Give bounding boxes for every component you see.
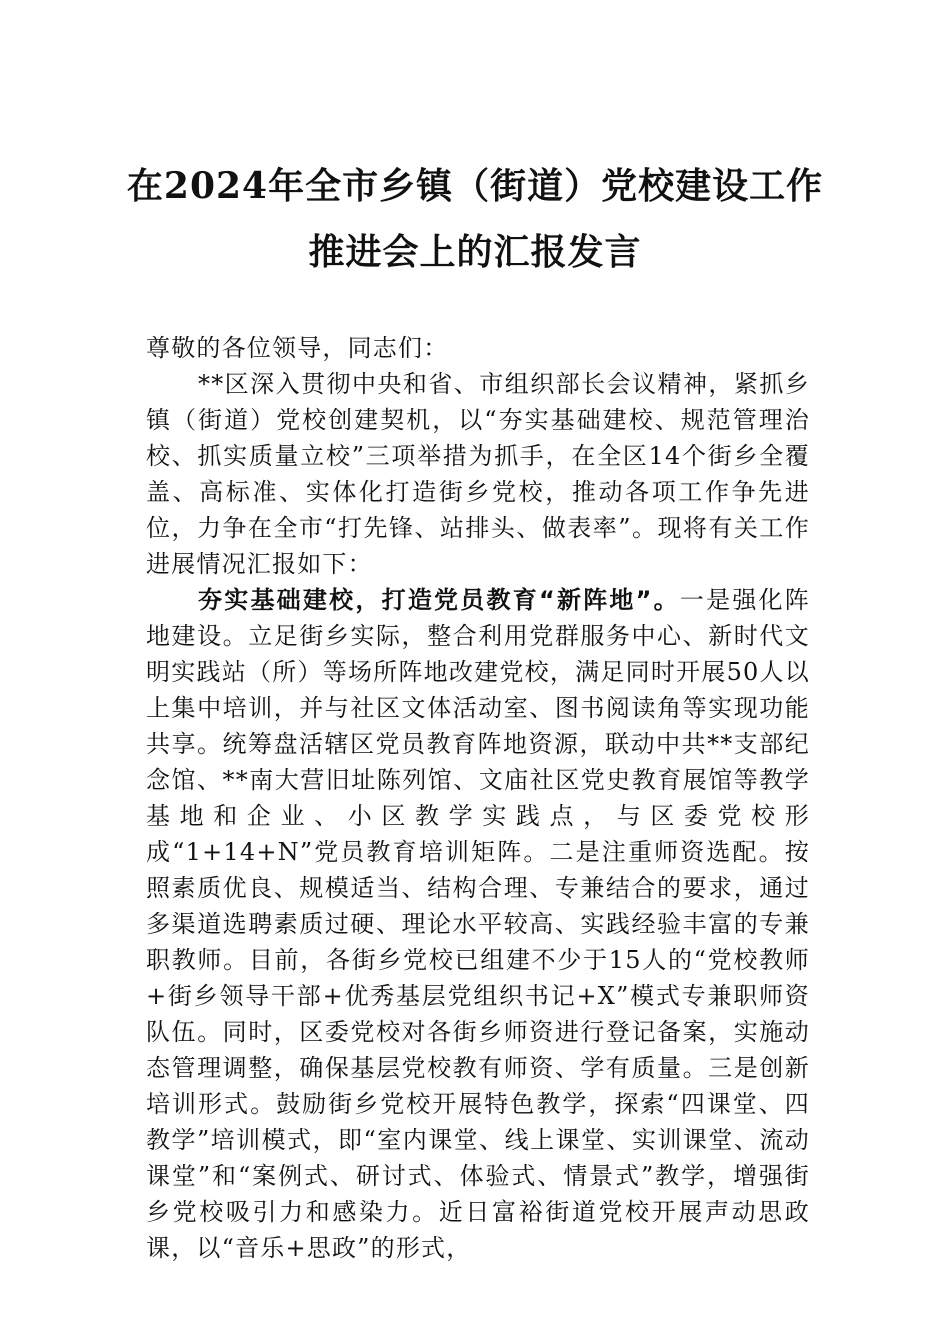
- intro-paragraph: **区深入贯彻中央和省、市组织部长会议精神，紧抓乡镇（街道）党校创建契机，以“夯实基础建校、规范管理治校、抓实质量立校”三项举措为抓手，在全区14个街乡全覆盖、高标准、实体化打造街乡党校，推动各项工作争先进位，力争在全市“打先锋、站排头、做表率”。现将有关工作进展情况汇报如下：: [146, 370, 810, 578]
- section-1-heading: 夯实基础建校，打造党员教育“新阵地”。: [198, 586, 680, 614]
- section-1-body: 一是强化阵地建设。立足街乡实际，整合利用党群服务中心、新时代文明实践站（所）等场所阵地改建党校，满足同时开展50人以上集中培训，并与社区文体活动室、图书阅读角等实现功能共享。统筹盘活辖区党员教育阵地资源，联动中共**支部纪念馆、**南大营旧址陈列馆、文庙社区党史教育展馆等教学基地和企业、小区教学实践点，与区委党校形成“1+14+N”党员教育培训矩阵。二是注重师资选配。按照素质优良、规模适当、结构合理、专兼结合的要求，通过多渠道选聘素质过硬、理论水平较高、实践经验丰富的专兼职教师。目前，各街乡党校已组建不少于15人的“党校教师+街乡领导干部+优秀基层党组织书记+X”模式专兼职师资队伍。同时，区委党校对各街乡师资进行登记备案，实施动态管理调整，确保基层党校教有师资、学有质量。三是创新培训形式。鼓励街乡党校开展特色教学，探索“四课堂、四教学”培训模式，即“室内课堂、线上课堂、实训课堂、流动课堂”和“案例式、研讨式、体验式、情景式”教学，增强街乡党校吸引力和感染力。近日富裕街道党校开展声动思政课，以“音乐+思政”的形式，: [146, 586, 810, 1262]
- document-title-line-2: 推进会上的汇报发言: [308, 231, 642, 273]
- section-1-paragraph: [146, 582, 810, 1266]
- salutation: 尊敬的各位领导，同志们：: [146, 334, 449, 362]
- document-body: [146, 330, 810, 1266]
- document-title-line-1: 在2024年全市乡镇（街道）党校建设工作: [126, 165, 824, 207]
